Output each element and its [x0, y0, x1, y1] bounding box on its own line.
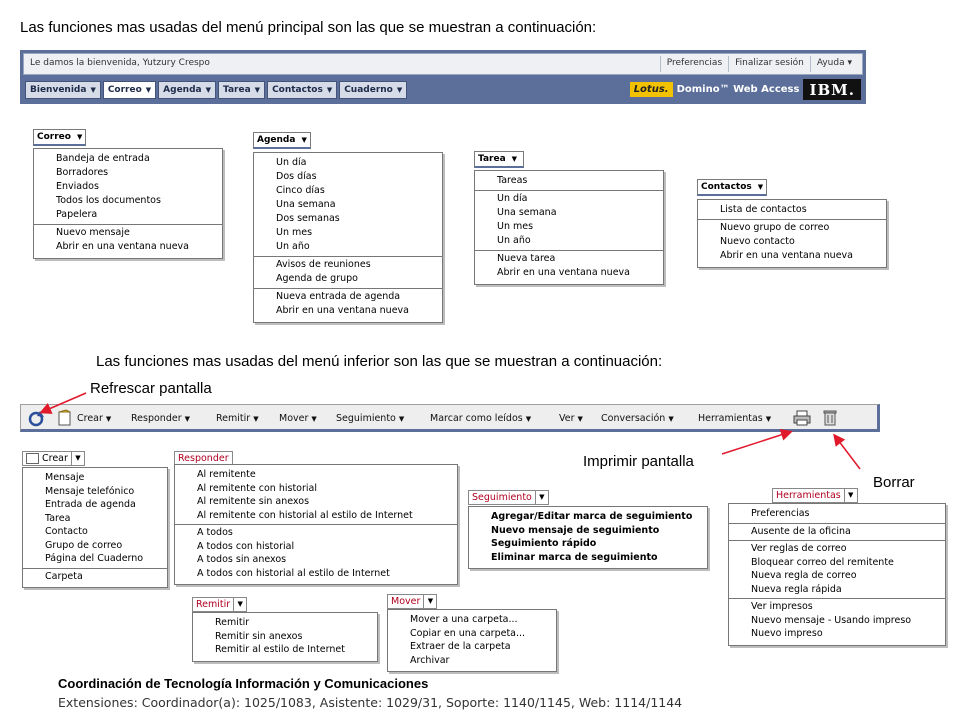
menu-item-enviados[interactable]: Enviados: [56, 181, 99, 192]
menu-item-mensaje-telefonico[interactable]: Mensaje telefónico: [45, 485, 135, 497]
crear-menu-header[interactable]: [22, 450, 85, 466]
menu-item-lista-contactos[interactable]: Lista de contactos: [720, 204, 807, 215]
menu-item-al-remitente-sin-anexos[interactable]: Al remitente sin anexos: [197, 496, 310, 507]
chevron-down-icon: ▼: [184, 415, 191, 423]
menu-item-abrir-ventana[interactable]: Abrir en una ventana nueva: [497, 267, 630, 278]
menu-group: [23, 569, 167, 586]
menu-item-nueva-regla-rapida[interactable]: Nueva regla rápida: [751, 583, 842, 595]
menu-group: [729, 599, 945, 643]
chevron-down-icon: ▼: [72, 451, 85, 466]
menu-item-preferencias[interactable]: Preferencias: [751, 508, 810, 519]
menu-label: Agenda: [257, 135, 296, 145]
menu-item-nuevo-contacto[interactable]: Nuevo contacto: [720, 236, 795, 247]
logout-link[interactable]: Finalizar sesión: [728, 56, 810, 72]
button-label: Marcar como leídos: [430, 413, 523, 424]
menu-item-nueva-entrada[interactable]: Nueva entrada de agenda: [276, 291, 401, 302]
menu-item-abrir-ventana[interactable]: Abrir en una ventana nueva: [56, 241, 189, 252]
menu-label: Correo: [37, 132, 71, 142]
chevron-down-icon: ▼: [253, 415, 259, 423]
chevron-down-icon: ▼: [396, 85, 403, 94]
menu-item-un-dia[interactable]: Un día: [497, 193, 528, 204]
chevron-down-icon: ▼: [577, 415, 583, 423]
tab-label: Agenda: [163, 84, 202, 95]
remitir-menu-label: Remitir: [192, 597, 234, 612]
menu-item-dos-semanas[interactable]: Dos semanas: [276, 213, 340, 224]
menu-item-contacto[interactable]: Contacto: [45, 526, 88, 537]
menu-item-tareas[interactable]: Tareas: [497, 175, 528, 186]
menu-item-nuevo-mensaje[interactable]: Nuevo mensaje: [56, 227, 130, 238]
footer-extensions: Extensiones: Coordinador(a): 1025/1083, Asistente: 1029/31, Soporte: 1140/1145, Web: 1114/1144: [58, 695, 683, 710]
chevron-down-icon: ▼: [757, 183, 764, 191]
arrow-print: [722, 432, 790, 454]
footer-title: Coordinación de Tecnología Información y Comunicaciones: [58, 676, 429, 691]
remitir-menu: [192, 612, 378, 662]
menu-item-un-ano[interactable]: Un año: [276, 241, 310, 252]
chevron-down-icon: ▼: [525, 415, 532, 423]
button-label: Responder: [131, 413, 182, 424]
chevron-down-icon: ▼: [105, 415, 112, 423]
menu-item-a-todos[interactable]: A todos: [197, 527, 233, 538]
tab-label: Tarea: [223, 84, 251, 95]
chevron-down-icon: ▼: [145, 85, 152, 94]
tab-label: Bienvenida: [30, 84, 87, 95]
menu-item-remitir-sin-anexos[interactable]: Remitir sin anexos: [215, 630, 303, 642]
menu-item-grupo-correo[interactable]: Grupo de correo: [45, 539, 123, 551]
menu-item-ver-reglas[interactable]: Ver reglas de correo: [751, 543, 847, 554]
chevron-down-icon: ▼: [311, 415, 317, 423]
mover-menu: [387, 609, 557, 672]
menu-item-un-mes[interactable]: Un mes: [497, 221, 534, 232]
button-label: Conversación: [601, 413, 666, 424]
button-label: Mover: [279, 413, 309, 424]
arrow-refresh: [42, 393, 86, 412]
remitir-menu-header[interactable]: [192, 596, 247, 612]
menu-item-una-semana[interactable]: Una semana: [497, 207, 557, 218]
menu-group: [175, 525, 457, 582]
chevron-down-icon: ▼: [845, 488, 858, 503]
herramientas-menu-label: Herramientas: [772, 488, 845, 503]
chevron-down-icon: ▼: [765, 415, 772, 423]
help-link[interactable]: Ayuda ▾: [810, 56, 858, 72]
menu-item-entrada-agenda[interactable]: Entrada de agenda: [45, 499, 136, 510]
mover-menu-header[interactable]: [387, 593, 437, 609]
seguimiento-menu-header[interactable]: [468, 489, 549, 505]
mover-menu-label: Mover: [387, 594, 424, 609]
chevron-down-icon: ▼: [205, 85, 211, 94]
menu-item-un-mes[interactable]: Un mes: [276, 227, 313, 238]
chevron-down-icon: ▼: [254, 85, 261, 94]
menu-item-ver-impresos[interactable]: Ver impresos: [751, 601, 813, 612]
chevron-down-icon: ▼: [398, 415, 405, 423]
ibm-logo: IBM.: [803, 79, 861, 100]
arrow-delete: [835, 436, 860, 469]
menu-item-a-todos-internet[interactable]: A todos con historial al estilo de Internet: [197, 567, 390, 579]
menu-group: [175, 467, 457, 525]
menu-group: [469, 509, 707, 566]
responder-menu: [174, 464, 458, 585]
menu-item-agregar-marca[interactable]: Agregar/Editar marca de seguimiento: [491, 511, 693, 522]
chevron-down-icon: ▼: [424, 594, 437, 609]
menu-item-ausente-oficina[interactable]: Ausente de la oficina: [751, 525, 851, 537]
chevron-down-icon: ▼: [76, 133, 83, 141]
menu-item-mover-carpeta[interactable]: Mover a una carpeta...: [410, 614, 518, 625]
menu-item-borradores[interactable]: Borradores: [56, 167, 109, 178]
create-icon: [26, 453, 39, 464]
tab-label: Contactos: [272, 84, 323, 95]
seguimiento-menu: [468, 506, 708, 569]
menu-item-abrir-ventana[interactable]: Abrir en una ventana nueva: [720, 250, 853, 261]
chevron-down-icon: ▼: [90, 85, 96, 94]
chevron-down-icon: ▼: [536, 490, 549, 505]
menu-item-nueva-tarea[interactable]: Nueva tarea: [497, 253, 556, 264]
menu-item-nuevo-grupo[interactable]: Nuevo grupo de correo: [720, 222, 830, 233]
menu-group: [23, 470, 167, 569]
menu-item-eliminar-marca[interactable]: Eliminar marca de seguimiento: [491, 551, 658, 563]
button-label: Ver: [559, 413, 575, 424]
menu-item-al-remitente-internet[interactable]: Al remitente con historial al estilo de Internet: [197, 509, 413, 521]
menu-item-pagina-cuaderno[interactable]: Página del Cuaderno: [45, 553, 144, 564]
menu-item-seguimiento-rapido[interactable]: Seguimiento rápido: [491, 538, 597, 549]
welcome-text: Le damos la bienvenida, Yutzury Crespo: [30, 58, 210, 68]
menu-group: [729, 524, 945, 542]
menu-label: Contactos: [701, 182, 752, 192]
callout-delete: Borrar: [873, 474, 915, 491]
menu-item-bandeja[interactable]: Bandeja de entrada: [56, 153, 150, 164]
menu-item-nuevo-seguimiento[interactable]: Nuevo mensaje de seguimiento: [491, 524, 660, 536]
menu-item-carpeta[interactable]: Carpeta: [45, 570, 83, 582]
menu-item-bloquear-correo[interactable]: Bloquear correo del remitente: [751, 556, 894, 568]
button-label: Seguimiento: [336, 413, 396, 424]
responder-menu-label: Responder: [174, 451, 233, 466]
menu-item-nueva-regla[interactable]: Nueva regla de correo: [751, 570, 857, 581]
preferences-link[interactable]: Preferencias: [660, 56, 728, 72]
menu-label: Tarea: [478, 154, 506, 164]
heading-lower-menu: Las funciones mas usadas del menú inferior son las que se muestran a continuación:: [96, 353, 663, 370]
herramientas-menu-header[interactable]: [772, 487, 858, 503]
menu-item-cinco-dias[interactable]: Cinco días: [276, 185, 325, 196]
menu-item-nuevo-impreso[interactable]: Nuevo impreso: [751, 628, 823, 639]
menu-item-un-ano[interactable]: Un año: [497, 235, 531, 246]
menu-item-archivar[interactable]: Archivar: [410, 654, 450, 666]
crear-menu-label: [22, 451, 72, 466]
menu-item-remitir[interactable]: Remitir: [215, 617, 250, 628]
chevron-down-icon: ▼: [326, 85, 333, 94]
tab-label: Cuaderno: [344, 84, 393, 95]
menu-group: [729, 541, 945, 599]
tab-label: Correo: [107, 84, 142, 95]
menu-item-papelera[interactable]: Papelera: [56, 209, 98, 220]
menu-item-nuevo-mensaje-impreso[interactable]: Nuevo mensaje - Usando impreso: [751, 614, 912, 626]
button-label: Crear: [77, 413, 103, 424]
button-label: Remitir: [216, 413, 251, 424]
chevron-down-icon: ▼: [301, 136, 307, 144]
menu-item-avisos-reuniones[interactable]: Avisos de reuniones: [276, 259, 371, 270]
menu-item-extraer-carpeta[interactable]: Extraer de la carpeta: [410, 641, 511, 652]
menu-item-un-dia[interactable]: Un día: [276, 157, 307, 168]
menu-item-agenda-grupo[interactable]: Agenda de grupo: [276, 273, 358, 284]
menu-group: [193, 615, 377, 659]
seguimiento-menu-label: Seguimiento: [468, 490, 536, 505]
chevron-down-icon: ▼: [234, 597, 247, 612]
menu-item-mensaje[interactable]: Mensaje: [45, 472, 85, 483]
menu-item-a-todos-historial[interactable]: A todos con historial: [197, 540, 295, 552]
menu-label: Crear: [42, 452, 68, 464]
menu-group: [388, 612, 556, 669]
callout-print: Imprimir pantalla: [583, 453, 694, 470]
heading-main-menu: Las funciones mas usadas del menú principal son las que se muestran a continuación:: [20, 19, 597, 36]
menu-item-todos-documentos[interactable]: Todos los documentos: [56, 195, 161, 206]
menu-group: [729, 506, 945, 524]
chevron-down-icon: ▼: [668, 415, 674, 423]
callout-refresh: Refrescar pantalla: [90, 380, 212, 397]
menu-item-copiar-carpeta[interactable]: Copiar en una carpeta...: [410, 627, 526, 639]
menu-item-a-todos-sin-anexos[interactable]: A todos sin anexos: [197, 554, 287, 565]
product-name: Domino™ Web Access: [676, 84, 800, 95]
chevron-down-icon: ▼: [511, 155, 518, 163]
menu-item-tarea[interactable]: Tarea: [45, 512, 71, 524]
crear-menu: [22, 467, 168, 588]
lotus-logo: Lotus.: [630, 82, 673, 97]
menu-item-remitir-internet[interactable]: Remitir al estilo de Internet: [215, 644, 345, 655]
menu-item-abrir-ventana[interactable]: Abrir en una ventana nueva: [276, 305, 409, 316]
menu-item-al-remitente[interactable]: Al remitente: [197, 469, 256, 480]
herramientas-menu: [728, 503, 946, 646]
menu-item-dos-dias[interactable]: Dos días: [276, 171, 317, 182]
menu-item-una-semana[interactable]: Una semana: [276, 199, 336, 210]
button-label: Herramientas: [698, 413, 763, 424]
menu-item-al-remitente-historial[interactable]: Al remitente con historial: [197, 482, 318, 494]
